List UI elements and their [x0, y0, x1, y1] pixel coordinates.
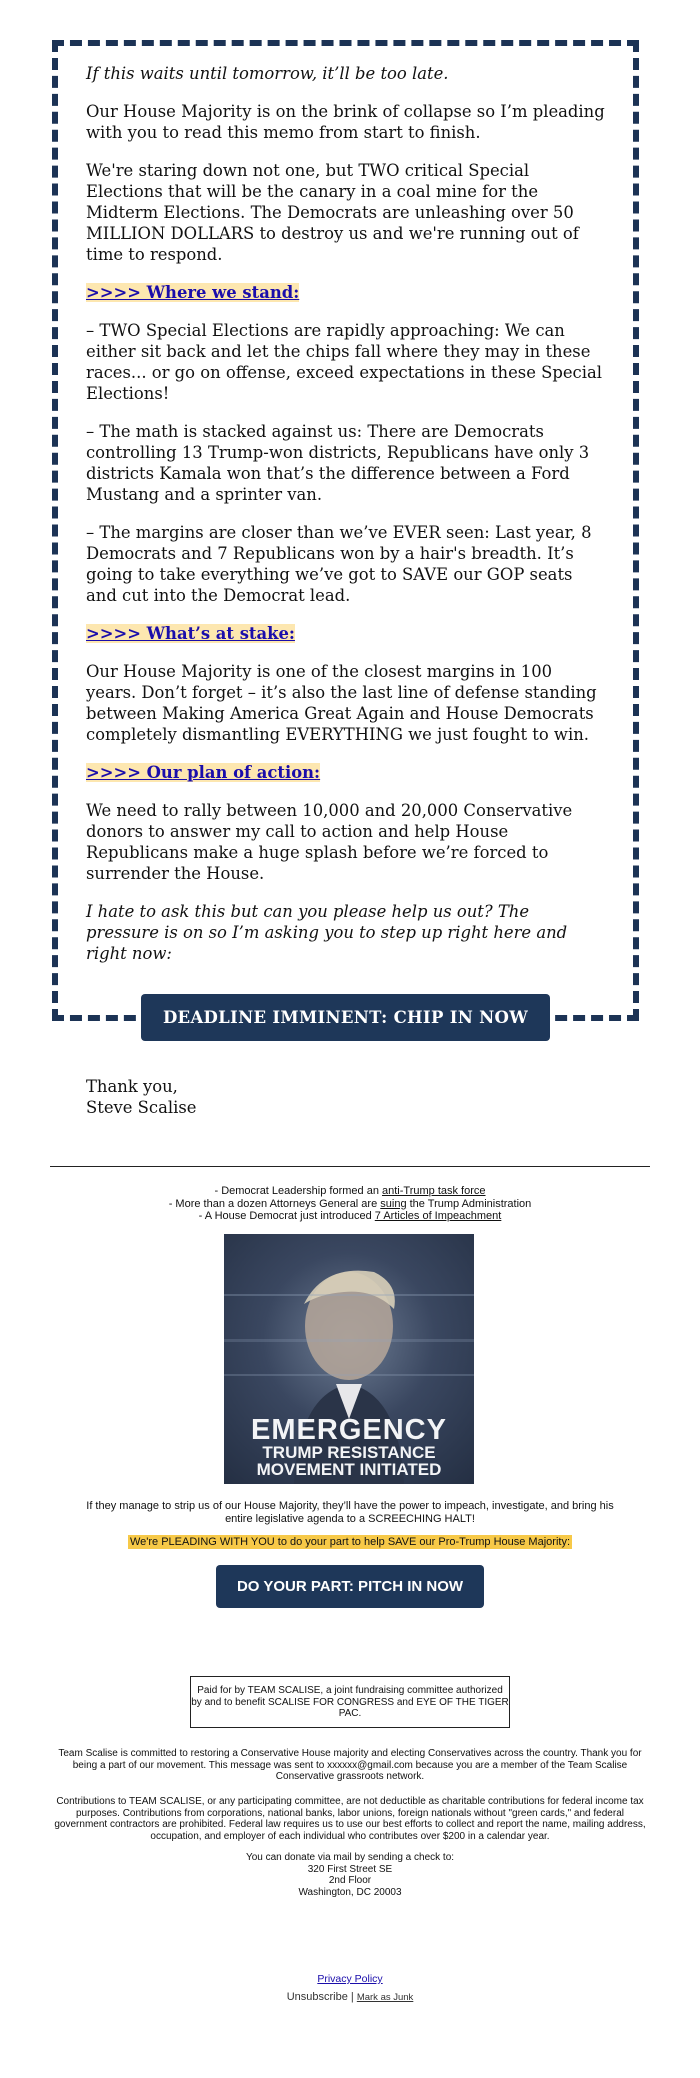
anti-trump-task-force-link[interactable]: anti-Trump task force [382, 1185, 486, 1197]
banner-subtitle: TRUMP RESISTANCE MOVEMENT INITIATED [256, 1443, 442, 1479]
mark-as-junk-link[interactable]: Mark as Junk [356, 1992, 414, 2003]
memo-paragraph: We need to rally between 10,000 and 20,000 Conservative donors to answer my call to action and help House Republicans make a huge splash before we’re forced to surrender the House. [86, 801, 573, 883]
plead-highlight: We're PLEADING WITH YOU to do your part to help SAVE our Pro-Trump House Majority: [129, 1536, 570, 1548]
suing-link[interactable]: suing [380, 1197, 407, 1210]
unsubscribe-link[interactable]: Unsubscribe [286, 1991, 348, 2003]
plan-of-action-link[interactable]: >>>> Our plan of action: [86, 763, 321, 782]
news-bullets [0, 1185, 700, 1223]
mission-text: Team Scalise is committed to restoring a Conservative House majority and electing Conservatives across the country. Thank you for being a part of our movement. This message was sent to xxxxxx@gmail.com because you are a member of the Team Scalise Conservative grassroots network. [58, 1748, 642, 1782]
memo-paragraph: – TWO Special Elections are rapidly approaching: We can either sit back and let the chips fall where they may in these races... or go on offense, exceed expectations in these Special Elections! [86, 321, 602, 403]
section-heading-whats-at-stake [86, 623, 605, 644]
link-separator: | [350, 1991, 354, 2003]
memo-box [52, 40, 639, 1117]
memo-paragraph: We're staring down not one, but TWO critical Special Elections that will be the canary in a coal mine for the Midterm Elections. The Democrats are unleashing over 50 MILLION DOLLARS to destroy us and we're running out of time to respond. [86, 161, 579, 264]
signature-name: Steve Scalise [86, 1098, 197, 1117]
memo-cta-wrap [86, 994, 605, 1041]
whats-at-stake-link[interactable]: >>>> What’s at stake: [86, 624, 295, 643]
memo-opening: If this waits until tomorrow, it’ll be too late. [86, 64, 449, 83]
pitch-in-now-button[interactable]: DO YOUR PART: PITCH IN NOW [216, 1565, 484, 1608]
section-divider [50, 1166, 650, 1167]
section-heading-where-we-stand [86, 282, 605, 303]
bullet-line: - Democrat Leadership formed an anti-Trump task force [214, 1185, 486, 1197]
memo-closing: I hate to ask this but can you please help us out? The pressure is on so I’m asking you to step up right here and right now: [86, 902, 568, 963]
appeal-paragraph: If they manage to strip us of our House Majority, they’ll have the power to impeach, investigate, and bring his entire legislative agenda to a SCREECHING HALT! [86, 1500, 614, 1525]
mail-donation-block: You can donate via mail by sending a check to: 320 First Street SE 2nd Floor Washington, DC 20003 [245, 1852, 455, 1898]
privacy-policy-link[interactable]: Privacy Policy [317, 1973, 383, 1985]
memo-paragraph: Our House Majority is one of the closest margins in 100 years. Don’t forget – it’s also the last line of defense standing between Making America Great Again and House Democrats completely dismantling EVERYTHING we just fought to win. [86, 662, 597, 744]
memo-paragraph: Our House Majority is on the brink of collapse so I’m pleading with you to read this memo from start to finish. [86, 102, 605, 142]
section-heading-plan-of-action [86, 762, 605, 783]
unsubscribe-row [0, 1991, 700, 2003]
bullet-line: - A House Democrat just introduced 7 Articles of Impeachment [198, 1210, 502, 1222]
signature-block [86, 1076, 605, 1118]
where-we-stand-link[interactable]: >>>> Where we stand: [86, 283, 300, 302]
memo-paragraph: – The margins are closer than we’ve EVER seen: Last year, 8 Democrats and 7 Republicans won by a hair's breadth. It’s going to take everything we’ve got to SAVE our GOP seats and cut into the Democrat lead. [86, 523, 592, 605]
chip-in-now-button[interactable]: DEADLINE IMMINENT: CHIP IN NOW [141, 994, 550, 1041]
paid-for-box: Paid for by TEAM SCALISE, a joint fundraising committee authorized by and to benefit SCALISE FOR CONGRESS and EYE OF THE TIGER PAC. [190, 1676, 510, 1728]
articles-of-impeachment-link[interactable]: 7 Articles of Impeachment [374, 1210, 502, 1222]
memo-body [58, 46, 633, 1118]
memo-paragraph: – The math is stacked against us: There are Democrats controlling 13 Trump-won districts, Republicans have only 3 districts Kamala won that’s the difference between a Ford Mustang and a sprinter van. [86, 422, 590, 504]
bullet-line: - More than a dozen Attorneys General are suing the Trump Administration [168, 1197, 532, 1210]
banner-title: EMERGENCY [251, 1414, 447, 1446]
contributions-disclaimer: Contributions to TEAM SCALISE, or any participating committee, are not deductible as charitable contributions for federal income tax purposes. Contributions from corporations, national banks, labor unions, foreign nationals without "green cards," and federal government contractors are prohibited. Federal law requires us to use our best efforts to collect and report the name, mailing address, occupation, and employer of each individual who contributes over $200 in a calendar year. [54, 1796, 646, 1842]
plead-line [0, 1536, 700, 1548]
privacy-row [0, 1969, 700, 1987]
thanks-text: Thank you, [86, 1077, 178, 1096]
emergency-banner-image[interactable] [224, 1234, 474, 1484]
